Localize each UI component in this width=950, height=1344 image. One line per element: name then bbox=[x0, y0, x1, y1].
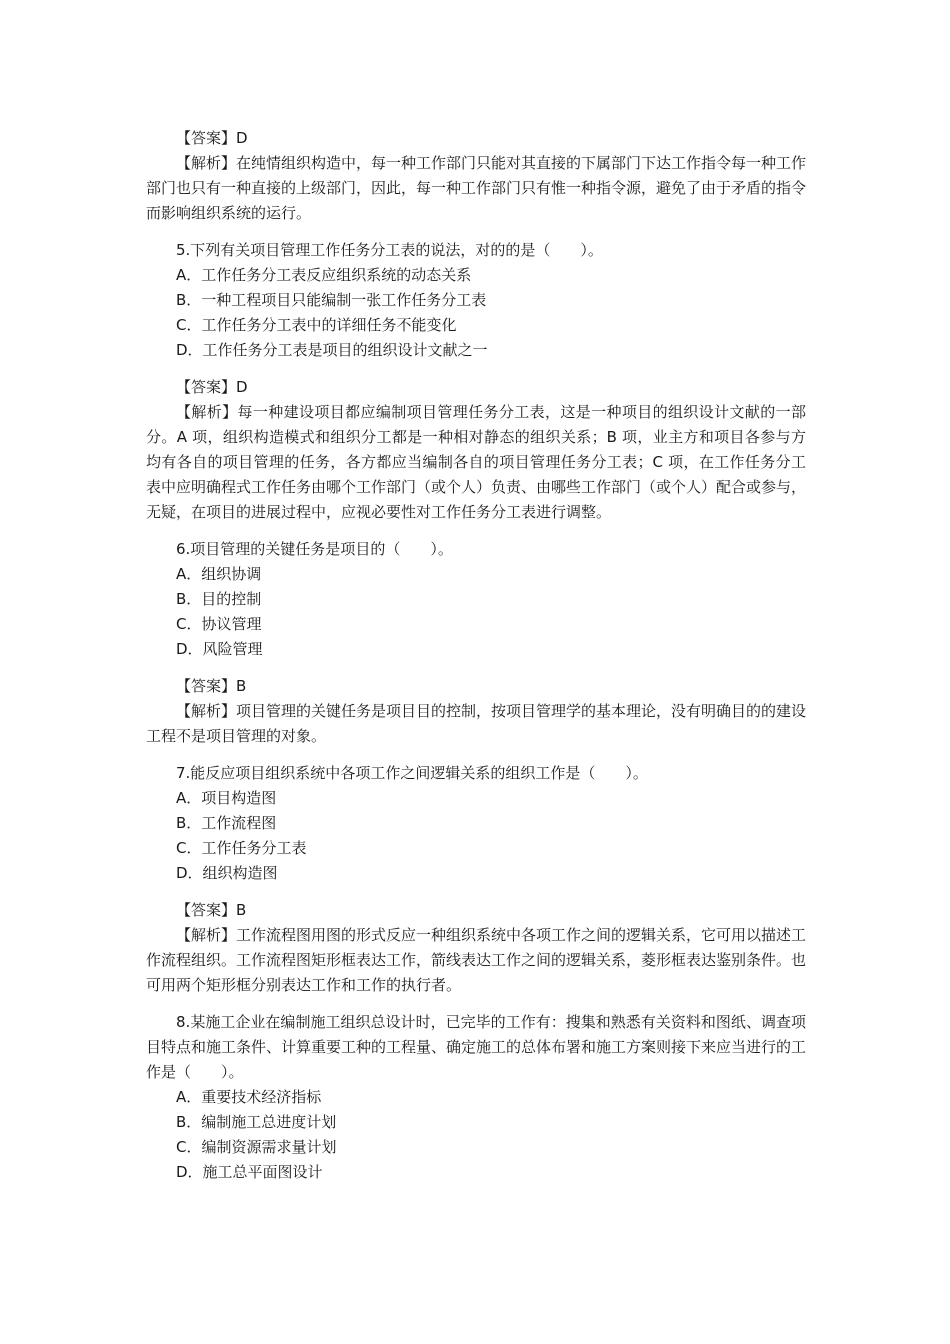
option-c: C．工作任务分工表中的详细任务不能变化 bbox=[176, 316, 457, 334]
option-a: A．项目构造图 bbox=[176, 789, 277, 807]
option-d: D．组织构造图 bbox=[176, 864, 278, 882]
answer-line: 【答案】D bbox=[176, 378, 248, 396]
analysis-paragraph: 【解析】项目管理的关键任务是项目目的控制，按项目管理学的基本理论，没有明确目的的建设工程不是项目管理的对象。 bbox=[146, 702, 807, 745]
option-c: C．协议管理 bbox=[176, 615, 262, 633]
option-b: B．一种工程项目只能编制一张工作任务分工表 bbox=[176, 291, 487, 309]
answer-line: 【答案】B bbox=[176, 677, 247, 695]
question-text: 8.某施工企业在编制施工组织总设计时，已完毕的工作有：搜集和熟悉有关资料和图纸、调查项目特点和施工条件、计算重要工种的工程量、确定施工的总体布署和施工方案则接下来应当进行的工作是（ ）。 bbox=[146, 1013, 807, 1081]
answer-block bbox=[146, 126, 806, 226]
option-a: A．组织协调 bbox=[176, 565, 262, 583]
option-c: C．工作任务分工表 bbox=[176, 839, 307, 857]
question-text: 7.能反应项目组织系统中各项工作之间逻辑关系的组织工作是（ ）。 bbox=[176, 764, 648, 782]
analysis-paragraph: 【解析】在纯情组织构造中，每一种工作部门只能对其直接的下属部门下达工作指令每一种工作部门也只有一种直接的上级部门，因此，每一种工作部门只有惟一种指令源，避免了由于矛盾的指令而影响组织系统的运行。 bbox=[146, 154, 807, 222]
question-5 bbox=[146, 238, 806, 525]
question-7 bbox=[146, 761, 806, 998]
question-8 bbox=[146, 1010, 806, 1185]
question-text: 5.下列有关项目管理工作任务分工表的说法，对的的是（ ）。 bbox=[176, 241, 603, 259]
option-d: D．风险管理 bbox=[176, 640, 263, 658]
option-a: A．重要技术经济指标 bbox=[176, 1088, 322, 1106]
question-6 bbox=[146, 537, 806, 749]
option-b: B．编制施工总进度计划 bbox=[176, 1113, 337, 1131]
option-c: C．编制资源需求量计划 bbox=[176, 1138, 337, 1156]
analysis-paragraph: 【解析】工作流程图用图的形式反应一种组织系统中各项工作之间的逻辑关系，它可用以描述工作流程组织。工作流程图矩形框表达工作，箭线表达工作之间的逻辑关系，菱形框表达鉴别条件。也可用两个矩形框分别表达工作和工作的执行者。 bbox=[146, 926, 807, 994]
option-b: B．目的控制 bbox=[176, 590, 262, 608]
option-d: D．工作任务分工表是项目的组织设计文献之一 bbox=[176, 341, 488, 359]
question-text: 6.项目管理的关键任务是项目的（ ）。 bbox=[176, 540, 453, 558]
answer-line: 【答案】D bbox=[176, 129, 248, 147]
answer-line: 【答案】B bbox=[176, 901, 247, 919]
document-page bbox=[146, 126, 806, 1185]
analysis-paragraph: 【解析】每一种建设项目都应编制项目管理任务分工表，这是一种项目的组织设计文献的一部分。A 项，组织构造模式和组织分工都是一种相对静态的组织关系；B 项，业主方和项目各参与方均有各自的项目管理的任务，各方都应当编制各自的项目管理任务分工表；C 项，在工作任务分工表中应明确程式工作任务由哪个工作部门（或个人）负责、由哪些工作部门（或个人）配合或参与，无疑，在项目的进展过程中，应视必要性对工作任务分工表进行调整。 bbox=[146, 403, 807, 521]
option-a: A．工作任务分工表反应组织系统的动态关系 bbox=[176, 266, 472, 284]
option-b: B．工作流程图 bbox=[176, 814, 277, 832]
option-d: D．施工总平面图设计 bbox=[176, 1163, 323, 1181]
